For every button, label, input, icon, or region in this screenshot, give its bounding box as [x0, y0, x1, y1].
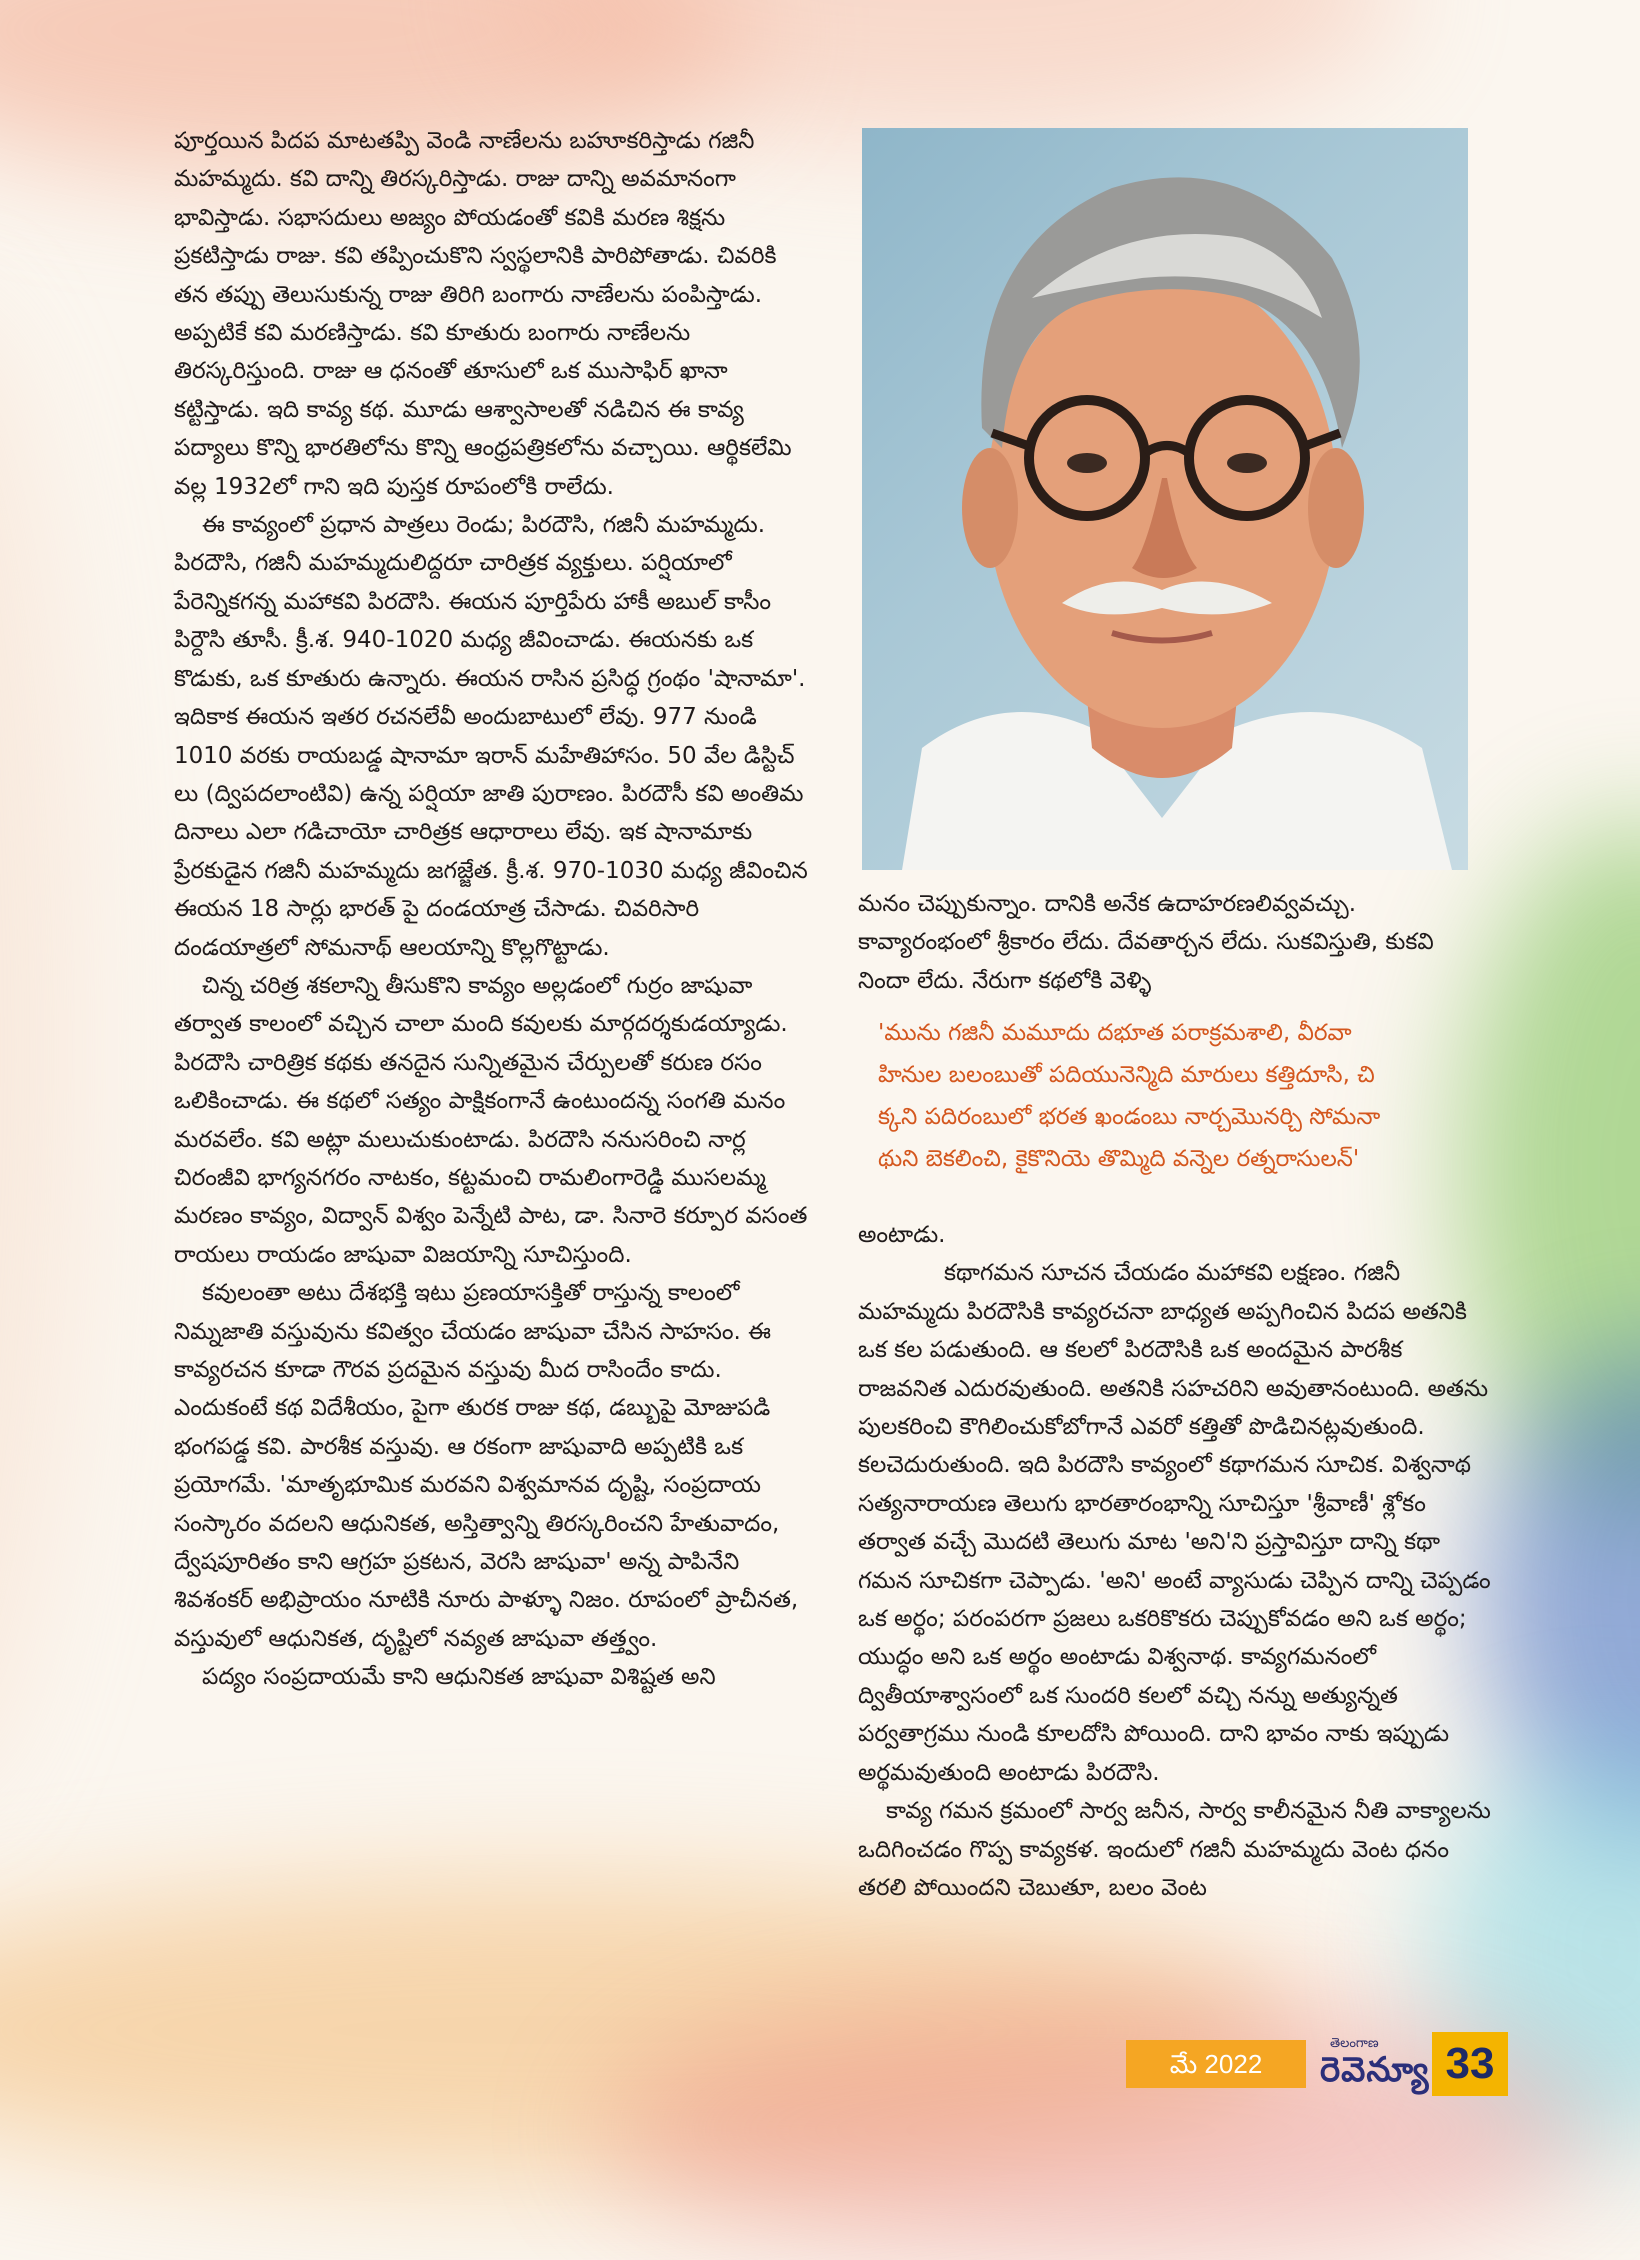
- poem-quote: [878, 1012, 1478, 1180]
- paragraph: చిన్న చరిత్ర శకలాన్ని తీసుకొని కావ్యం అల్లడంలో గుర్రం జాషువా తర్వాత కాలంలో వచ్చిన చాలా మంది కవులకు మార్గదర్శకుడయ్యాడు. పిరదౌసి చారిత్రిక కథకు తనదైన సున్నితమైన చేర్పులతో కరుణ రసం ఒలికించాడు. ఈ కథలో సత్యం పాక్షికంగానే ఉంటుందన్న సంగతి మనం మరవలేం. కవి అట్లా మలుచుకుంటాడు. పిరదౌసి ననుసరించి నార్ల చిరంజీవి భాగ్యనగరం నాటకం, కట్టమంచి రామలింగారెడ్డి ముసలమ్మ మరణం కావ్యం, విద్వాన్ విశ్వం పెన్నేటి పాట, డా. సినారె కర్పూర వసంత రాయలు రాయడం జాషువా విజయాన్ని సూచిస్తుంది.: [174, 972, 808, 1268]
- paragraph: కవులంతా అటు దేశభక్తి ఇటు ప్రణయాసక్తితో రాస్తున్న కాలంలో నిమ్నజాతి వస్తువును కవిత్వం చేయడం జాషువా చేసిన సాహసం. ఈ కావ్యరచన కూడా గౌరవ ప్రదమైన వస్తువు మీద రాసిందేం కాదు. ఎందుకంటే కథ విదేశీయం, పైగా తురక రాజు కథ, డబ్బుపై మోజుపడి భంగపడ్డ కవి. పారశీక వస్తువు. ఆ రకంగా జాషువాది అప్పటికి ఒక ప్రయోగమే. 'మాతృభూమిక మరవని విశ్వమానవ దృష్టి, సంప్రదాయ సంస్కారం వదలని ఆధునికత, అస్తిత్వాన్ని తిరస్కరించని హేతువాదం, ద్వేషపూరితం కాని ఆగ్రహ ప్రకటన, వెరసి జాషువా' అన్న పాపినేని శివశంకర్ అభిప్రాయం నూటికి నూరు పాళ్ళూ నిజం. రూపంలో ప్రాచీనత, వస్తువులో ఆధునికత, దృష్టిలో నవ్యత జాషువా తత్త్వం.: [174, 1280, 799, 1652]
- left-column: [174, 122, 814, 1697]
- paragraph: కావ్య గమన క్రమంలో సార్వ జనీన, సార్వ కాలీనమైన నీతి వాక్యాలను ఒదిగించడం గొప్ప కావ్యకళ. ఇందులో గజినీ మహమ్మదు వెంట ధనం తరలి పోయిందని చెబుతూ, బలం వెంట: [858, 1798, 1491, 1901]
- quote-line: థుని బెకలించి, కైకొనియె తొమ్మిది వన్నెల రత్నరాసులన్': [878, 1146, 1360, 1172]
- quote-line: 'మును గజినీ మమూదు దభూత పరాక్రమశాలి, వీరవా: [878, 1020, 1352, 1046]
- paragraph: ఈ కావ్యంలో ప్రధాన పాత్రలు రెండు; పిరదౌసి, గజినీ మహమ్మదు. పిరదౌసి, గజినీ మహమ్మదులిద్దరూ చారిత్రక వ్యక్తులు. పర్షియాలో పేరెన్నికగన్న మహాకవి పిరదౌసి. ఈయన పూర్తిపేరు హాకీ అబుల్ కాసీం పిర్దౌసి తూసీ. క్రీ.శ. 940-1020 మధ్య జీవించాడు. ఈయనకు ఒక కొడుకు, ఒక కూతురు ఉన్నారు. ఈయన రాసిన ప్రసిద్ధ గ్రంథం 'షానామా'. ఇదికాక ఈయన ఇతర రచనలేవీ అందుబాటులో లేవు. 977 నుండి 1010 వరకు రాయబడ్డ షానామా ఇరాన్ మహేతిహాసం. 50 వేల డిస్టిచ్ లు (ద్విపదలాంటివి) ఉన్న పర్షియా జాతి పురాణం. పిరదౌసీ కవి అంతిమ దినాలు ఎలా గడిచాయో చారిత్రక ఆధారాలు లేవు. ఇక షానామాకు ప్రేరకుడైన గజినీ మహమ్మదు జగజ్జేత. క్రీ.శ. 970-1030 మధ్య జీవించిన ఈయన 18 సార్లు భారత్ పై దండయాత్ర చేసాడు. చివరిసారి దండయాత్రలో సోమనాథ్ ఆలయాన్ని కొల్లగొట్టాడు.: [174, 512, 808, 961]
- magazine-logo: రెవెన్యూ: [1320, 2050, 1430, 2090]
- quote-line: క్కని పదిరంబులో భరత ఖండంబు నార్చమొనర్చి సోమనా: [878, 1104, 1381, 1130]
- page-number: 33: [1432, 2032, 1508, 2096]
- poet-portrait: [862, 128, 1468, 870]
- quote-tail: అంటాడు.: [858, 1222, 946, 1248]
- paragraph: కథాగమన సూచన చేయడం మహాకవి లక్షణం. గజినీ మహమ్మదు పిరదౌసికి కావ్యరచనా బాధ్యత అప్పగించిన పిదప అతనికి ఒక కల పడుతుంది. ఆ కలలో పిరదౌసికి ఒక అందమైన పారశీక రాజవనిత ఎదురవుతుంది. అతనికి సహచరిని అవుతానంటుంది. అతను పులకరించి కౌగిలించుకోబోగానే ఎవరో కత్తితో పొడిచినట్లవుతుంది. కలచెదురుతుంది. ఇది పిరదౌసి కావ్యంలో కథాగమన సూచిక. విశ్వనాథ సత్యనారాయణ తెలుగు భారతారంభాన్ని సూచిస్తూ 'శ్రీవాణీ' శ్లోకం తర్వాత వచ్చే మొదటి తెలుగు మాట 'అని'ని ప్రస్తావిస్తూ దాన్ని కథా గమన సూచికగా చెప్పాడు. 'అని' అంటే వ్యాసుడు చెప్పిన దాన్ని చెప్పడం ఒక అర్థం; పరంపరగా ప్రజలు ఒకరికొకరు చెప్పుకోవడం అని ఒక అర్థం; యుద్ధం అని ఒక అర్థం అంటాడు విశ్వనాథ. కావ్యగమనంలో ద్వితీయాశ్వాసంలో ఒక సుందరి కలలో వచ్చి నన్ను అత్యున్నత పర్వతాగ్రము నుండి కూలదోసి పోయింది. దాని భావం నాకు ఇప్పుడు అర్థమవుతుంది అంటాడు పిరదౌసి.: [858, 1260, 1491, 1786]
- right-column-body: [858, 1216, 1498, 1907]
- paragraph: పూర్తయిన పిదప మాటతప్పి వెండి నాణేలను బహూకరిస్తాడు గజినీ మహమ్మదు. కవి దాన్ని తిరస్కరిస్తాడు. రాజు దాన్ని అవమానంగా భావిస్తాడు. సభాసదులు అజ్యం పోయడంతో కవికి మరణ శిక్షను ప్రకటిస్తాడు రాజు. కవి తప్పించుకొని స్వస్థలానికి పారిపోతాడు. చివరికి తన తప్పు తెలుసుకున్న రాజు తిరిగి బంగారు నాణేలను పంపిస్తాడు. అప్పటికే కవి మరణిస్తాడు. కవి కూతురు బంగారు నాణేలను తిరస్కరిస్తుంది. రాజు ఆ ధనంతో తూసులో ఒక ముసాఫిర్ ఖానా కట్టిస్తాడు. ఇది కావ్య కథ. మూడు ఆశ్వాసాలతో నడిచిన ఈ కావ్య పద్యాలు కొన్ని భారతిలోను కొన్ని ఆంధ్రపత్రికలోను వచ్చాయి. ఆర్థికలేమి వల్ల 1932లో గాని ఇది పుస్తక రూపంలోకి రాలేదు.: [174, 128, 792, 500]
- paragraph: పద్యం సంప్రదాయమే కాని ఆధునికత జాషువా విశిష్టత అని: [202, 1664, 716, 1691]
- portrait-illustration: [862, 128, 1468, 870]
- right-column-intro: [858, 885, 1488, 1000]
- brand-subtitle: తెలంగాణ: [1330, 2036, 1379, 2051]
- quote-line: హినుల బలంబుతో పదియునెన్మిది మారులు కత్తిదూసి, చి: [878, 1062, 1375, 1088]
- paragraph: మనం చెప్పుకున్నాం. దానికి అనేక ఉదాహరణలివ్వవచ్చు. కావ్యారంభంలో శ్రీకారం లేదు. దేవతార్చన లేదు. సుకవిస్తుతి, కుకవి నిందా లేదు. నేరుగా కథలోకి వెళ్ళి: [858, 891, 1434, 994]
- issue-month: మే 2022: [1126, 2040, 1306, 2088]
